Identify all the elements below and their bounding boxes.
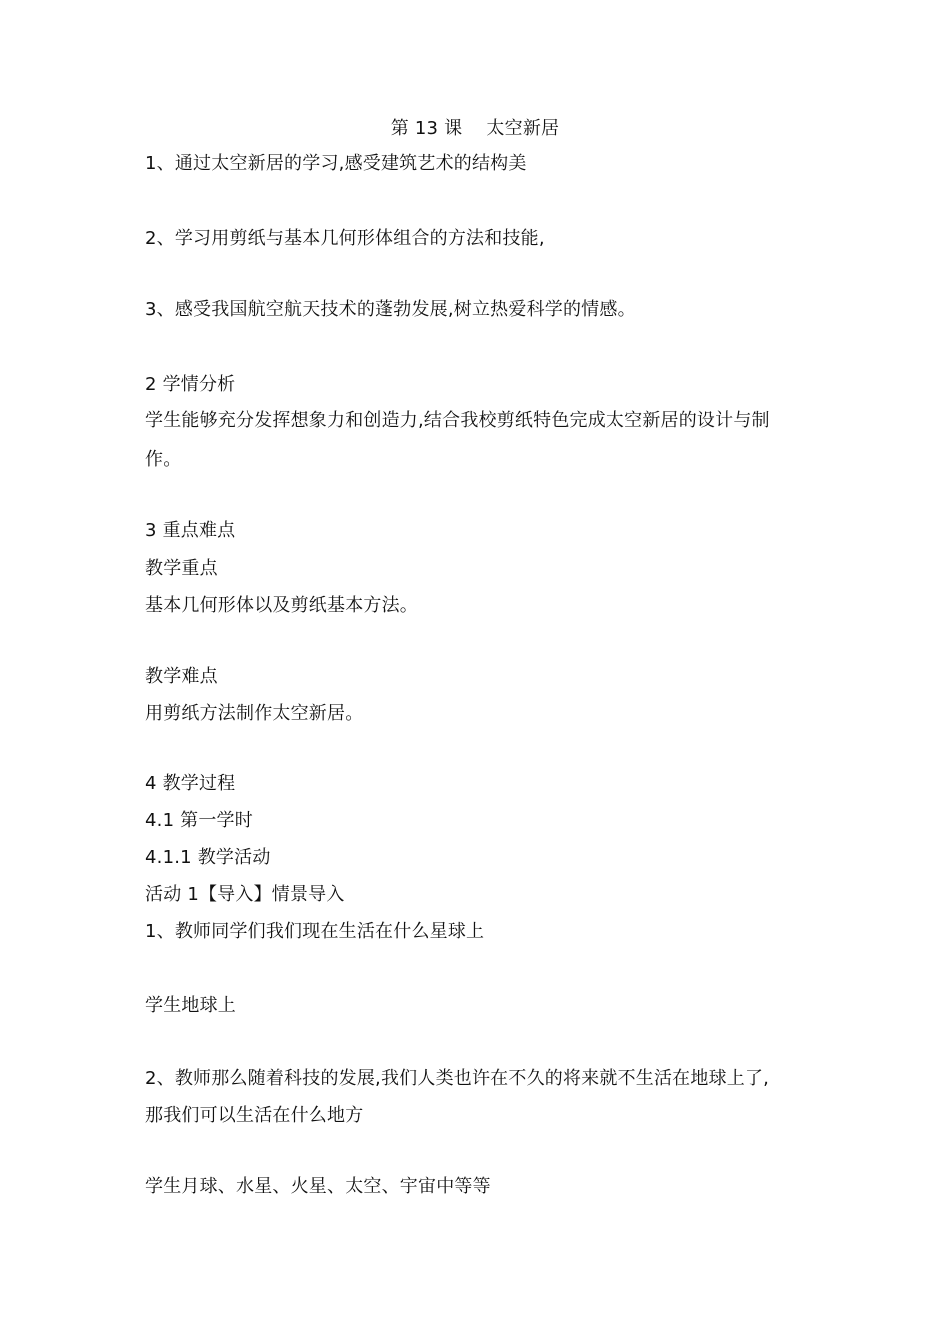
section-heading-key-points: 3 重点难点	[145, 520, 236, 541]
subheading-teaching-focus: 教学重点	[145, 558, 218, 579]
section-heading-teaching-process: 4 教学过程	[145, 773, 236, 794]
subheading-first-period: 4.1 第一学时	[145, 810, 253, 831]
subheading-teaching-difficulty: 教学难点	[145, 666, 218, 687]
section-heading-learning-analysis: 2 学情分析	[145, 374, 236, 395]
dialogue-line: 那我们可以生活在什么地方	[145, 1105, 364, 1126]
dialogue-line: 学生地球上	[145, 995, 236, 1016]
paragraph-line: 用剪纸方法制作太空新居。	[145, 703, 364, 724]
paragraph-line: 基本几何形体以及剪纸基本方法。	[145, 595, 418, 616]
document-title: 第 13 课 太空新居	[390, 118, 560, 139]
objective-line-1: 1、通过太空新居的学习,感受建筑艺术的结构美	[145, 153, 527, 174]
dialogue-line: 学生月球、水星、火星、太空、宇宙中等等	[145, 1176, 491, 1197]
dialogue-line: 1、教师同学们我们现在生活在什么星球上	[145, 921, 485, 942]
objective-line-2: 2、学习用剪纸与基本几何形体组合的方法和技能,	[145, 228, 545, 249]
subheading-teaching-activities: 4.1.1 教学活动	[145, 847, 271, 868]
paragraph-line: 学生能够充分发挥想象力和创造力,结合我校剪纸特色完成太空新居的设计与制	[145, 410, 770, 431]
paragraph-line: 作。	[145, 449, 182, 470]
objective-line-3: 3、感受我国航空航天技术的蓬勃发展,树立热爱科学的情感。	[145, 299, 636, 320]
dialogue-line: 2、教师那么随着科技的发展,我们人类也许在不久的将来就不生活在地球上了,	[145, 1068, 770, 1089]
activity-heading: 活动 1【导入】情景导入	[145, 884, 345, 905]
